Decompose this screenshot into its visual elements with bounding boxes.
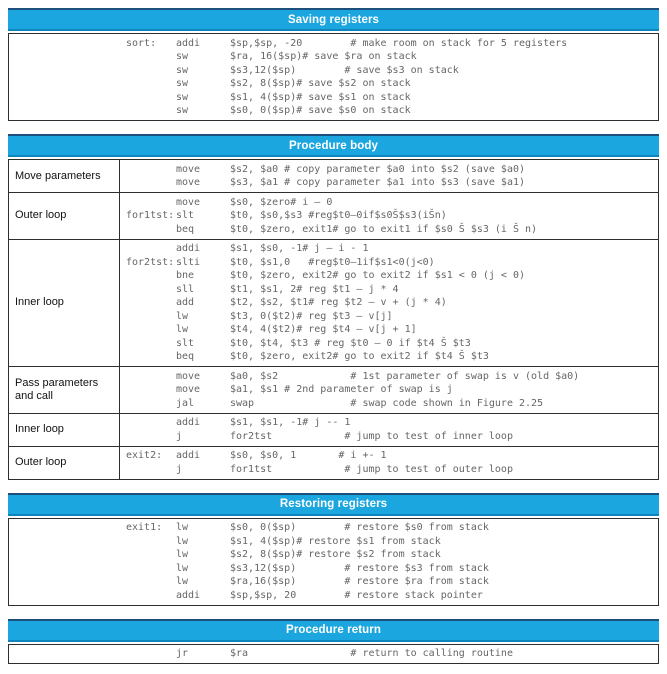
group-label	[9, 193, 120, 239]
asm-mnemonic: sw	[176, 78, 189, 89]
asm-operands-comment: swap # swap code shown in Figure 2.25	[230, 397, 544, 409]
asm-label	[126, 323, 176, 337]
code-line	[126, 383, 658, 397]
group-label	[9, 414, 120, 446]
group-label-line: Move parameters	[15, 169, 101, 182]
code-line	[126, 323, 658, 337]
asm-mnemonic: addi	[176, 37, 201, 49]
group-label	[9, 160, 120, 192]
asm-operands-comment: $t4, 4($t2)# reg $t4 – v[j + 1]	[230, 324, 417, 335]
code-line	[126, 163, 658, 177]
section-title: Procedure body	[289, 139, 378, 152]
asm-operands-comment: $s3, $a1 # copy parameter $a1 into $s3 (save $a1)	[230, 177, 526, 188]
code-line	[126, 223, 658, 237]
code-cell	[9, 645, 658, 664]
asm-mnemonic: jal	[176, 397, 195, 409]
asm-label: sort:	[126, 37, 157, 49]
row-group	[9, 34, 658, 120]
asm-label	[126, 269, 176, 283]
asm-operands-comment: $t2, $s2, $t1# reg $t2 – v + (j * 4)	[230, 297, 447, 308]
code-line	[126, 548, 658, 562]
group-label-line: Inner loop	[15, 423, 64, 435]
asm-mnemonic: move	[176, 196, 201, 208]
asm-mnemonic: slt	[176, 210, 195, 221]
code-line	[126, 562, 658, 576]
code-line	[126, 91, 658, 105]
code-line	[126, 416, 658, 430]
asm-operands-comment: $s0, 0($sp) # restore $s0 from stack	[230, 522, 489, 533]
asm-operands-comment: $t0, $s1,0 #reg$t0–1if$s1<0(j<0)	[230, 256, 435, 268]
asm-label: for2tst:	[126, 256, 175, 268]
asm-label	[126, 337, 176, 351]
asm-operands-comment: for1tst # jump to test of outer loop	[230, 463, 513, 475]
group-label-line: Inner loop	[15, 296, 64, 309]
asm-label: exit1:	[126, 522, 163, 533]
asm-mnemonic: sw	[176, 51, 189, 62]
asm-operands-comment: $t0, $t4, $t3 # reg $t0 – 0 if $t4 Š $t3	[230, 337, 471, 349]
code-line	[126, 535, 658, 549]
asm-label	[126, 163, 176, 177]
code-line	[126, 269, 658, 283]
section-header-procedure-return	[8, 619, 659, 642]
code-table-saving-registers	[8, 33, 659, 121]
asm-label	[126, 463, 176, 477]
asm-label	[126, 91, 176, 105]
asm-mnemonic: move	[176, 370, 201, 382]
asm-label	[126, 370, 176, 384]
asm-operands-comment: $ra # return to calling routine	[230, 648, 513, 659]
code-cell	[120, 447, 658, 479]
asm-mnemonic: lw	[176, 522, 189, 533]
asm-operands-comment: $t0, $zero, exit2# go to exit2 if $s1 < 0 (j < 0)	[230, 270, 526, 281]
code-line	[126, 256, 658, 270]
asm-operands-comment: $s1, 4($sp)# restore $s1 from stack	[230, 535, 441, 547]
asm-operands-comment: $t1, $s1, 2# reg $t1 – j * 4	[230, 283, 399, 295]
code-line	[126, 209, 658, 223]
group-label	[9, 367, 120, 413]
code-line	[126, 296, 658, 310]
asm-label	[126, 77, 176, 91]
asm-label: exit2:	[126, 450, 163, 461]
asm-mnemonic: bne	[176, 270, 195, 281]
asm-mnemonic: lw	[176, 549, 189, 560]
group-label-line: and call	[15, 389, 53, 402]
asm-mnemonic: j	[176, 463, 183, 475]
code-line	[126, 37, 658, 51]
asm-label	[126, 104, 176, 118]
asm-label	[126, 50, 176, 64]
code-line	[126, 397, 658, 411]
asm-label	[126, 196, 176, 210]
code-cell	[120, 414, 658, 446]
group-label-line: Outer loop	[15, 456, 67, 468]
asm-mnemonic: lw	[176, 576, 189, 587]
row-group	[9, 192, 658, 239]
asm-operands-comment: $t3, 0($t2)# reg $t3 – v[j]	[230, 310, 393, 322]
code-cell	[9, 519, 658, 605]
code-cell	[120, 160, 658, 192]
group-label-line: Outer loop	[15, 209, 67, 222]
code-line	[126, 575, 658, 589]
asm-label	[126, 416, 176, 430]
asm-operands-comment: $s1, $s1, -1# j -- 1	[230, 417, 351, 428]
asm-label	[126, 430, 176, 444]
code-line	[126, 370, 658, 384]
row-group	[9, 413, 658, 446]
code-line	[126, 283, 658, 297]
asm-operands-comment: $s2, 8($sp)# save $s2 on stack	[230, 78, 411, 89]
asm-operands-comment: $s0, $s0, 1 # i +- 1	[230, 450, 387, 461]
code-table-procedure-return	[8, 644, 659, 665]
asm-label	[126, 64, 176, 78]
asm-operands-comment: $t0, $s0,$s3 #reg$t0–0if$s0Š$s3(iŠn)	[230, 210, 447, 221]
asm-mnemonic: sw	[176, 105, 189, 116]
asm-mnemonic: addi	[176, 243, 201, 254]
asm-operands-comment: $s1, 4($sp)# save $s1 on stack	[230, 91, 411, 103]
asm-operands-comment: $ra, 16($sp)# save $ra on stack	[230, 51, 417, 62]
asm-operands-comment: $sp,$sp, 20 # restore stack pointer	[230, 589, 483, 601]
code-cell	[120, 240, 658, 367]
asm-mnemonic: move	[176, 177, 201, 188]
asm-label	[126, 176, 176, 190]
code-cell	[120, 193, 658, 239]
asm-operands-comment: $s1, $s0, -1# j – i - 1	[230, 243, 369, 254]
asm-label	[126, 242, 176, 256]
code-line	[126, 647, 658, 661]
code-cell	[9, 34, 658, 120]
asm-label	[126, 296, 176, 310]
asm-mnemonic: move	[176, 384, 201, 395]
asm-label	[126, 548, 176, 562]
asm-mnemonic: slt	[176, 337, 195, 349]
asm-operands-comment: $s2, 8($sp)# restore $s2 from stack	[230, 549, 441, 560]
code-line	[126, 310, 658, 324]
code-line	[126, 50, 658, 64]
asm-mnemonic: add	[176, 297, 195, 308]
asm-operands-comment: $s3,12($sp) # restore $s3 from stack	[230, 562, 489, 574]
asm-mnemonic: addi	[176, 450, 201, 461]
row-group	[9, 239, 658, 367]
asm-operands-comment: $s3,12($sp) # save $s3 on stack	[230, 64, 459, 76]
asm-mnemonic: move	[176, 163, 201, 175]
asm-mnemonic: addi	[176, 589, 201, 601]
asm-operands-comment: $s2, $a0 # copy parameter $a0 into $s2 (save $a0)	[230, 163, 526, 175]
section-header-procedure-body	[8, 134, 659, 157]
asm-operands-comment: $t0, $zero, exit2# go to exit2 if $t4 Š $t3	[230, 351, 489, 362]
asm-mnemonic: j	[176, 430, 183, 442]
asm-mnemonic: beq	[176, 223, 195, 235]
group-label	[9, 240, 120, 367]
asm-label: for1tst:	[126, 210, 175, 221]
asm-operands-comment: $t0, $zero, exit1# go to exit1 if $s0 Š $s3 (i Š n)	[230, 223, 538, 235]
asm-label	[126, 647, 176, 661]
asm-label	[126, 310, 176, 324]
code-cell	[120, 367, 658, 413]
sections-container	[8, 8, 659, 664]
asm-label	[126, 535, 176, 549]
asm-mnemonic: sll	[176, 283, 195, 295]
asm-mnemonic: lw	[176, 535, 189, 547]
group-label-line: Pass parameters	[15, 376, 99, 389]
code-line	[126, 521, 658, 535]
asm-operands-comment: for2tst # jump to test of inner loop	[230, 430, 513, 442]
asm-mnemonic: addi	[176, 417, 201, 428]
section-title: Restoring registers	[279, 498, 388, 510]
code-line	[126, 430, 658, 444]
asm-mnemonic: slti	[176, 256, 201, 268]
section-header-saving-registers	[8, 8, 659, 31]
asm-label	[126, 589, 176, 603]
code-line	[126, 176, 658, 190]
code-line	[126, 337, 658, 351]
asm-label	[126, 562, 176, 576]
asm-operands-comment: $a0, $s2 # 1st parameter of swap is v (old $a0)	[230, 370, 580, 382]
section-header-restoring-registers	[8, 493, 659, 516]
code-line	[126, 77, 658, 91]
row-group	[9, 446, 658, 479]
asm-label	[126, 575, 176, 589]
asm-label	[126, 283, 176, 297]
asm-label	[126, 383, 176, 397]
asm-label	[126, 350, 176, 364]
code-line	[126, 463, 658, 477]
asm-mnemonic: lw	[176, 310, 189, 322]
asm-mnemonic: beq	[176, 351, 195, 362]
asm-mnemonic: sw	[176, 91, 189, 103]
group-label	[9, 447, 120, 479]
code-line	[126, 589, 658, 603]
code-line	[126, 104, 658, 118]
asm-mnemonic: sw	[176, 64, 189, 76]
asm-operands-comment: $a1, $s1 # 2nd parameter of swap is j	[230, 384, 453, 395]
asm-operands-comment: $sp,$sp, -20 # make room on stack for 5 registers	[230, 37, 568, 49]
code-line	[126, 242, 658, 256]
asm-mnemonic: lw	[176, 324, 189, 335]
row-group	[9, 160, 658, 192]
code-table-procedure-body	[8, 159, 659, 480]
section-title: Procedure return	[286, 624, 381, 636]
asm-mnemonic: lw	[176, 562, 189, 574]
code-table-restoring-registers	[8, 518, 659, 606]
code-line	[126, 64, 658, 78]
row-group	[9, 645, 658, 664]
row-group	[9, 519, 658, 605]
code-line	[126, 449, 658, 463]
asm-operands-comment: $s0, $zero# i – 0	[230, 196, 333, 208]
asm-label	[126, 397, 176, 411]
section-title: Saving registers	[287, 13, 380, 26]
row-group	[9, 366, 658, 413]
asm-label	[126, 223, 176, 237]
code-line	[126, 196, 658, 210]
asm-operands-comment: $s0, 0($sp)# save $s0 on stack	[230, 105, 411, 116]
asm-mnemonic: jr	[176, 648, 189, 659]
code-line	[126, 350, 658, 364]
asm-operands-comment: $ra,16($sp) # restore $ra from stack	[230, 576, 489, 587]
